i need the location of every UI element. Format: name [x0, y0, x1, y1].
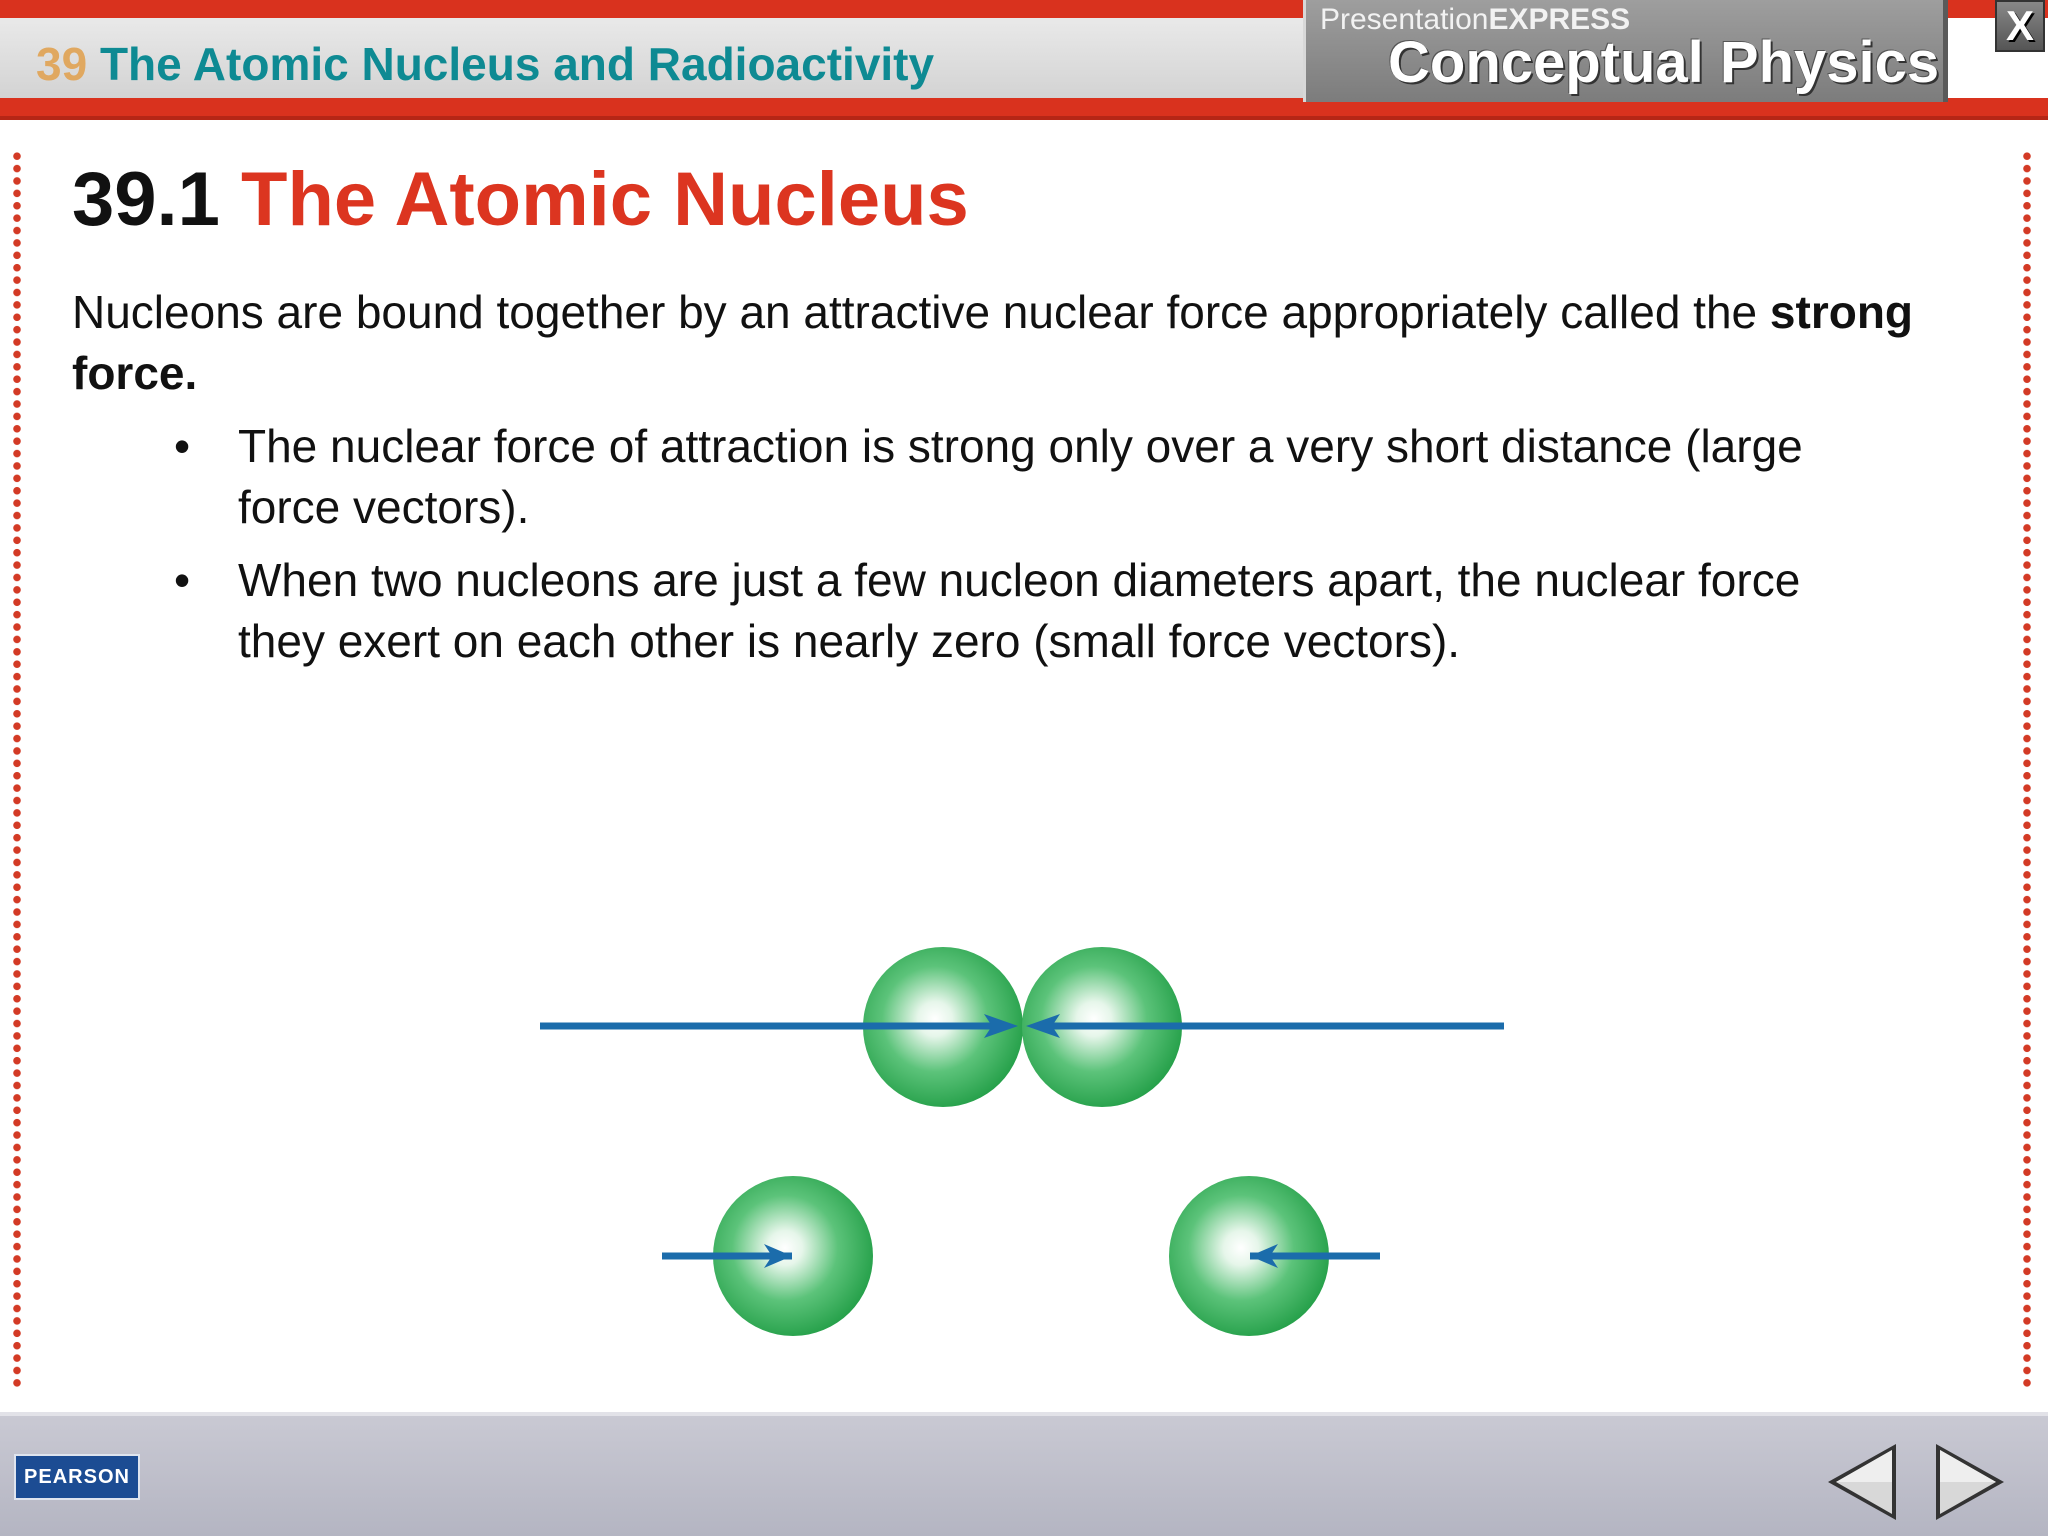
triangle-left-icon — [1828, 1444, 1896, 1520]
section-number: 39.1 — [72, 157, 220, 242]
previous-slide-button[interactable] — [1822, 1440, 1902, 1524]
slide-title — [72, 157, 969, 242]
bullet-marker: • — [174, 554, 191, 606]
pearson-logo — [14, 1454, 140, 1500]
bullet-marker: • — [174, 420, 191, 472]
bullet-text: The nuclear force of attraction is strong only over a very short distance (large force vectors). — [238, 420, 1803, 533]
left-dotted-border — [12, 150, 22, 1390]
footer-bar — [0, 1412, 2048, 1536]
intro-bold-term: strong force. — [72, 286, 1914, 399]
right-dotted-border — [2022, 150, 2032, 1390]
close-button[interactable] — [1995, 0, 2045, 52]
chapter-number: 39 — [36, 38, 88, 90]
pearson-logo-text: PEARSON — [24, 1465, 130, 1488]
brand-logo — [1303, 0, 1948, 102]
bullet-item — [174, 550, 1874, 672]
brand-product-name: PresentationEXPRESS — [1320, 3, 1631, 36]
section-title: The Atomic Nucleus — [241, 157, 969, 242]
chapter-name: The Atomic Nucleus and Radioactivity — [99, 38, 935, 90]
intro-paragraph — [72, 282, 1992, 404]
chapter-title — [36, 34, 934, 94]
header-bar — [0, 0, 2048, 125]
brand-title: Conceptual Physics — [1388, 30, 1940, 95]
next-slide-button[interactable] — [1930, 1440, 2010, 1524]
bullet-text: When two nucleons are just a few nucleon diameters apart, the nuclear force they exert on each other is nearly zero (small force vectors). — [238, 554, 1801, 667]
close-icon: X — [2005, 2, 2034, 49]
bullet-item — [174, 416, 1874, 538]
header-dark-red-line — [0, 116, 2048, 120]
triangle-right-icon — [1936, 1444, 2004, 1520]
nuclear-force-diagram — [520, 930, 1520, 1350]
intro-text: Nucleons are bound together by an attractive nuclear force appropriately called the — [72, 286, 1770, 338]
